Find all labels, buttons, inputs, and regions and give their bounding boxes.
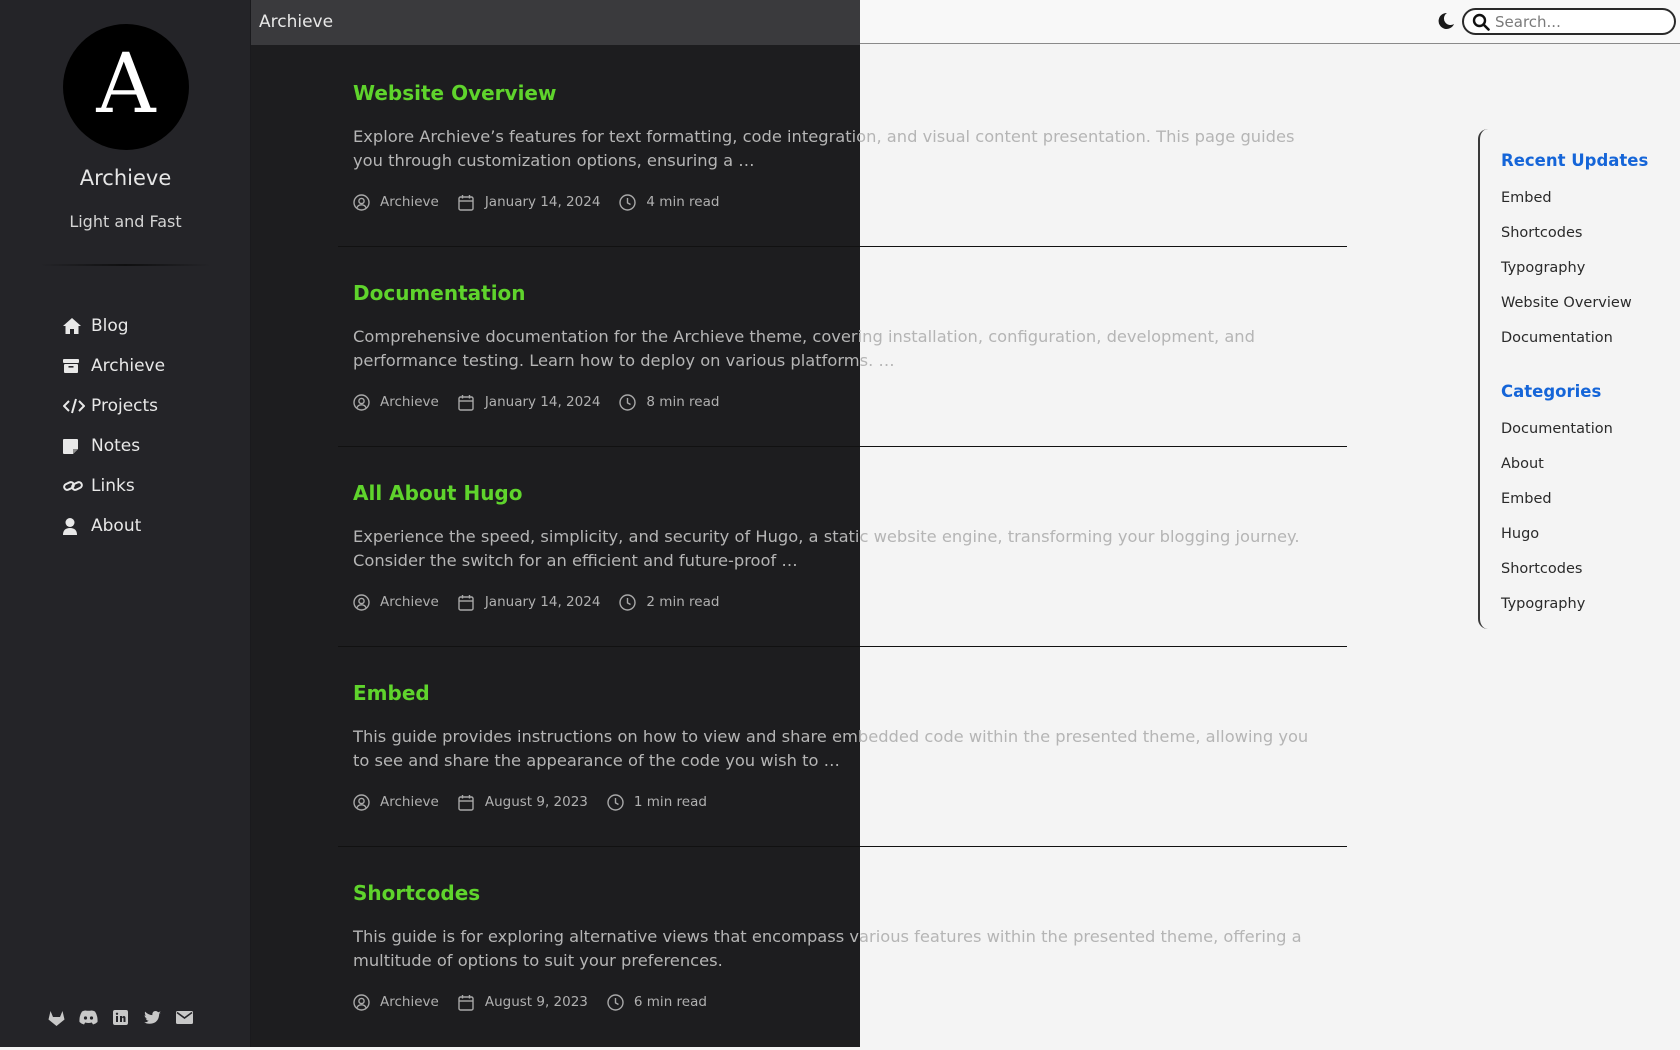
post-meta xyxy=(353,393,738,411)
clock-icon xyxy=(607,793,625,811)
post-date: January 14, 2024 xyxy=(484,194,601,210)
category-link[interactable]: Embed xyxy=(1501,491,1552,507)
sidebar-item-archieve[interactable] xyxy=(63,346,165,386)
post-summary: This guide provides instructions on how to view and share embedded code within the presented theme, allowing you to see and share the appearance of the code you wish to … xyxy=(353,727,1309,770)
topbar xyxy=(251,0,860,45)
post-read-time: 1 min read xyxy=(633,794,707,810)
toc-link[interactable]: Embed xyxy=(1501,190,1552,206)
sidebar-divider xyxy=(40,264,211,266)
post-read-time: 2 min read xyxy=(646,594,720,610)
sidebar-item-projects[interactable] xyxy=(63,386,165,426)
user-icon xyxy=(63,518,85,535)
post-summary: Explore Archieve’s features for text formatting, code integration, and visual content presentation. This page guides you through customization options, ensuring a … xyxy=(353,127,1295,170)
social-links xyxy=(47,1008,194,1027)
post-summary: Comprehensive documentation for the Archieve theme, covering installation, configuration, development, and performance testing. Learn how to deploy on various platforms. … xyxy=(353,327,1255,370)
post-list xyxy=(338,45,1348,1045)
avatar[interactable] xyxy=(63,24,189,150)
post-item xyxy=(338,45,1348,245)
post-title[interactable]: Website Overview xyxy=(353,81,557,105)
sidebar-item-links[interactable] xyxy=(63,466,165,506)
post-item xyxy=(338,445,1348,645)
post-author: Archieve xyxy=(380,794,439,810)
search-box[interactable] xyxy=(1462,8,1676,35)
post-item xyxy=(338,245,1348,445)
search-icon xyxy=(1472,13,1490,31)
post-summary: Experience the speed, simplicity, and security of Hugo, a static website engine, transforming your blogging journey. Consider the switch for an efficient and future-proof … xyxy=(353,527,1300,570)
email-icon[interactable] xyxy=(175,1008,194,1027)
toc-bracket xyxy=(1478,129,1488,629)
sidebar-item-label: Blog xyxy=(91,316,129,336)
toc-link[interactable]: Website Overview xyxy=(1501,295,1632,311)
twitter-icon[interactable] xyxy=(143,1008,162,1027)
post-author: Archieve xyxy=(380,594,439,610)
post-read-time: 4 min read xyxy=(646,194,720,210)
calendar-icon xyxy=(458,593,476,611)
avatar-letter: A xyxy=(96,37,156,132)
calendar-icon xyxy=(458,193,476,211)
sidebar-item-label: Archieve xyxy=(91,356,166,376)
gitlab-icon[interactable] xyxy=(47,1008,66,1027)
sidebar-item-label: About xyxy=(91,516,142,536)
sidebar-nav xyxy=(63,306,165,546)
sidebar-item-notes[interactable] xyxy=(63,426,165,466)
search-input[interactable] xyxy=(1495,11,1670,32)
post-item xyxy=(338,645,1348,845)
code-icon xyxy=(63,398,85,414)
site-title[interactable]: Archieve xyxy=(79,166,172,190)
post-author: Archieve xyxy=(380,994,439,1010)
category-link[interactable]: About xyxy=(1501,456,1544,472)
post-author: Archieve xyxy=(380,194,439,210)
sidebar-item-label: Notes xyxy=(91,436,141,456)
moon-icon[interactable] xyxy=(1437,12,1455,30)
link-icon xyxy=(63,478,85,494)
author-icon xyxy=(353,593,371,611)
author-icon xyxy=(353,193,371,211)
archive-icon xyxy=(63,358,85,374)
category-link[interactable]: Hugo xyxy=(1501,526,1540,542)
category-link[interactable]: Shortcodes xyxy=(1501,561,1583,577)
calendar-icon xyxy=(458,393,476,411)
sidebar-item-blog[interactable] xyxy=(63,306,165,346)
post-title[interactable]: Documentation xyxy=(353,281,526,305)
post-date: January 14, 2024 xyxy=(484,394,601,410)
post-title[interactable]: Embed xyxy=(353,681,430,705)
category-link[interactable]: Documentation xyxy=(1501,421,1613,437)
calendar-icon xyxy=(458,993,476,1011)
calendar-icon xyxy=(458,793,476,811)
post-read-time: 8 min read xyxy=(646,394,720,410)
post-meta xyxy=(353,793,726,811)
category-link[interactable]: Typography xyxy=(1501,596,1586,612)
post-date: August 9, 2023 xyxy=(484,994,588,1010)
categories-heading: Categories xyxy=(1501,382,1602,401)
sidebar-item-label: Projects xyxy=(91,396,159,416)
sidebar-item-label: Links xyxy=(91,476,135,496)
post-summary: This guide is for exploring alternative views that encompass various features within the presented theme, offering a multitude of options to suit your preferences. xyxy=(353,927,1302,970)
author-icon xyxy=(353,793,371,811)
post-meta xyxy=(353,593,738,611)
post-meta xyxy=(353,993,726,1011)
toc-link[interactable]: Documentation xyxy=(1501,330,1613,346)
post-author: Archieve xyxy=(380,394,439,410)
post-date: August 9, 2023 xyxy=(484,794,588,810)
site-tagline: Light and Fast xyxy=(69,212,182,231)
linkedin-icon[interactable] xyxy=(111,1008,130,1027)
recent-updates-heading: Recent Updates xyxy=(1501,151,1649,170)
post-meta xyxy=(353,193,738,211)
toc-link[interactable]: Typography xyxy=(1501,260,1586,276)
post-title[interactable]: All About Hugo xyxy=(353,481,523,505)
post-title[interactable]: Shortcodes xyxy=(353,881,481,905)
topbar-title[interactable]: Archieve xyxy=(259,12,334,32)
note-icon xyxy=(63,439,85,454)
clock-icon xyxy=(619,593,637,611)
clock-icon xyxy=(619,393,637,411)
toc-panel xyxy=(1478,129,1678,629)
clock-icon xyxy=(619,193,637,211)
clock-icon xyxy=(607,993,625,1011)
author-icon xyxy=(353,393,371,411)
post-item xyxy=(338,845,1348,1045)
post-date: January 14, 2024 xyxy=(484,594,601,610)
discord-icon[interactable] xyxy=(79,1008,98,1027)
toc-link[interactable]: Shortcodes xyxy=(1501,225,1583,241)
author-icon xyxy=(353,993,371,1011)
post-read-time: 6 min read xyxy=(633,994,707,1010)
sidebar xyxy=(0,0,251,1047)
sidebar-item-about[interactable] xyxy=(63,506,165,546)
home-icon xyxy=(63,318,85,334)
